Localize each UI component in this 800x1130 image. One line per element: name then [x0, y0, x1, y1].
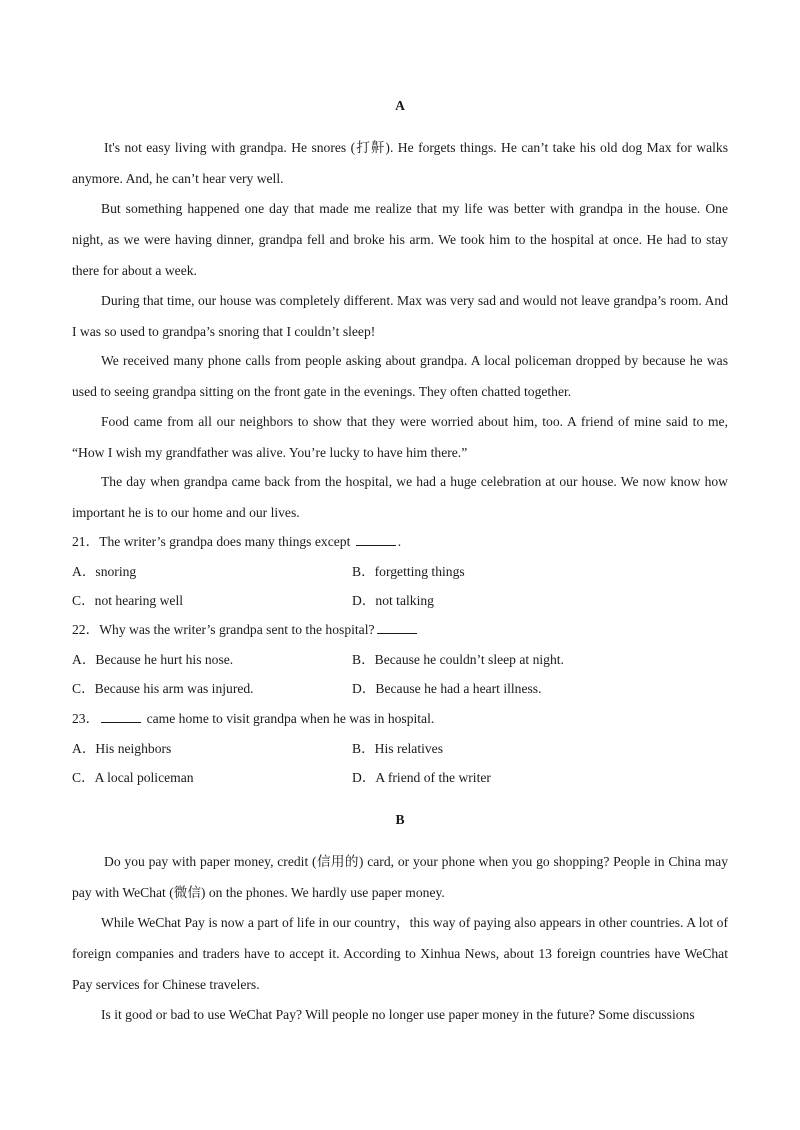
option-22-c: C．Because his arm was injured. — [72, 681, 254, 696]
passage-a-paragraph-3: During that time, our house was completely different. Max was very sad and would not leave grandpa’s room. And I was so used to grandpa’s snoring that I couldn’t sleep! — [72, 293, 728, 339]
answer-blank — [377, 621, 417, 634]
question-23 — [72, 710, 732, 728]
option-23-d: D．A friend of the writer — [352, 770, 491, 785]
option-21-d: D．not talking — [352, 593, 434, 608]
section-a-title: A — [395, 98, 405, 113]
option-23-a: A．His neighbors — [72, 741, 172, 756]
question-text: The writer’s grandpa does many things except — [99, 534, 351, 549]
question-number: 22． — [72, 622, 100, 637]
passage-a-paragraph-5: Food came from all our neighbors to show that they were worried about him, too. A friend of mine said to me, “How I wish my grandfather was alive. You’re lucky to have him there.” — [72, 414, 728, 460]
question-text: came home to visit grandpa when he was in hospital. — [146, 711, 435, 726]
option-22-b: B．Because he couldn’t sleep at night. — [352, 652, 564, 667]
passage-b-paragraph-3: Is it good or bad to use WeChat Pay? Will people no longer use paper money in the future? Some discussions — [101, 1007, 695, 1022]
passage-a-paragraph-2: But something happened one day that made me realize that my life was better with grandpa in the house. One night, as we were having dinner, grandpa fell and broke his arm. We took him to the hospital at once. He had to stay there for about a week. — [72, 201, 728, 278]
passage-a-paragraph-6: The day when grandpa came back from the hospital, we had a huge celebration at our house. We now know how important he is to our home and our lives. — [72, 474, 728, 520]
option-21-a: A．snoring — [72, 564, 137, 579]
option-22-a: A．Because he hurt his nose. — [72, 652, 234, 667]
question-number: 21． — [72, 534, 100, 549]
passage-a-paragraph-1: It's not easy living with grandpa. He snores (打鼾). He forgets things. He can’t take his old dog Max for walks anymore. And, he can’t hear very well. — [72, 140, 728, 186]
option-23-c: C．A local policeman — [72, 770, 194, 785]
question-text: Why was the writer’s grandpa sent to the hospital? — [99, 622, 375, 637]
option-21-b: B．forgetting things — [352, 564, 465, 579]
option-23-b: B．His relatives — [352, 741, 443, 756]
question-number: 23． — [72, 711, 100, 726]
question-21 — [72, 533, 732, 551]
passage-a-paragraph-4: We received many phone calls from people asking about grandpa. A local policeman dropped by because he was used to seeing grandpa sitting on the front gate in the evenings. They often chatted together. — [72, 353, 728, 399]
passage-b-paragraph-1: Do you pay with paper money, credit (信用的) card, or your phone when you go shopping? People in China may pay with WeChat (微信) on the phones. We hardly use paper money. — [72, 854, 728, 900]
section-b-title: B — [395, 812, 405, 827]
answer-blank — [101, 710, 141, 723]
question-22 — [72, 621, 732, 639]
option-22-d: D．Because he had a heart illness. — [352, 681, 542, 696]
answer-blank — [356, 533, 396, 546]
passage-b-paragraph-2: While WeChat Pay is now a part of life in our country，this way of paying also appears in other countries. A lot of foreign companies and traders have to accept it. According to Xinhua News, about 13 foreign countries have WeChat Pay services for Chinese travelers. — [72, 915, 728, 992]
question-text-end: . — [397, 534, 402, 549]
option-21-c: C．not hearing well — [72, 593, 183, 608]
